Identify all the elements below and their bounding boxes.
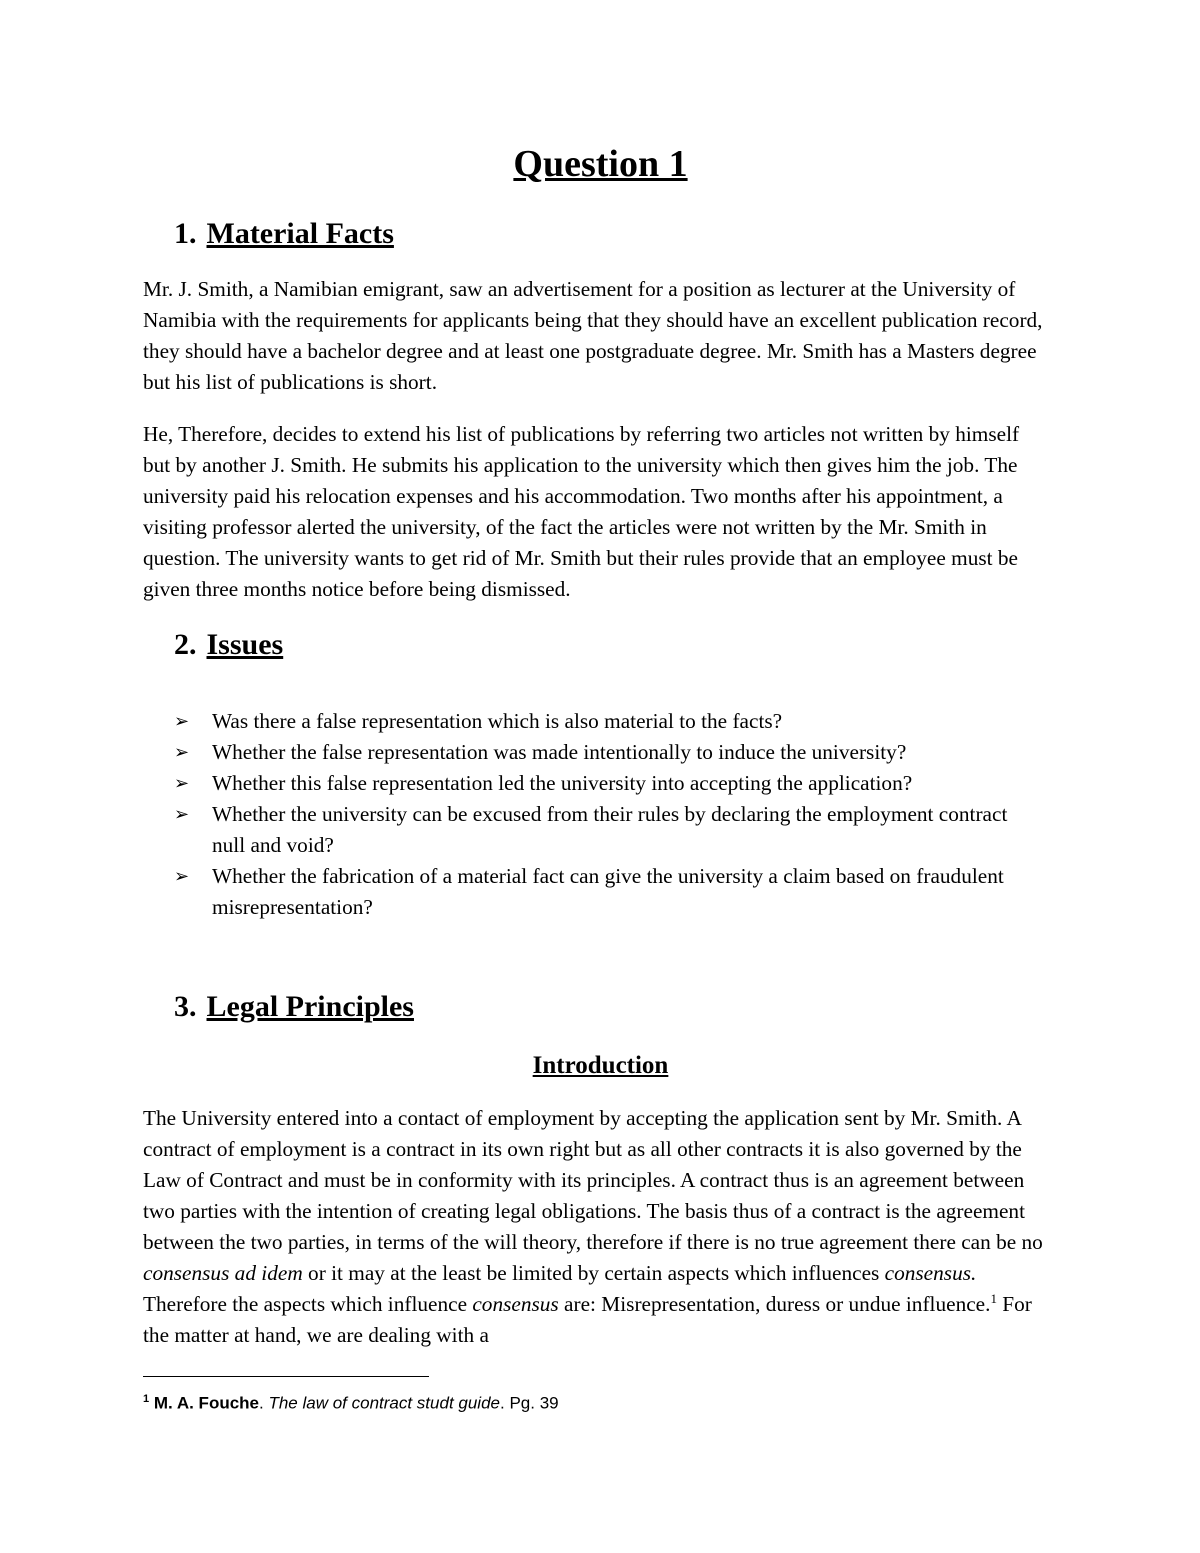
issues-list xyxy=(174,706,1044,923)
list-item-text: Whether the fabrication of a material fact can give the university a claim based on fraudulent misrepresentation? xyxy=(212,864,1004,919)
list-item xyxy=(174,737,1044,768)
intro-italic-term: consensus. xyxy=(884,1261,977,1285)
list-item xyxy=(174,799,1044,861)
list-item xyxy=(174,706,1044,737)
section-heading-legal-principles xyxy=(174,987,414,1027)
list-item-text: Whether the false representation was made intentionally to induce the university? xyxy=(212,740,907,764)
section-number: 2. xyxy=(174,628,197,661)
list-item-text: Was there a false representation which is also material to the facts? xyxy=(212,709,783,733)
section-number: 3. xyxy=(174,990,197,1023)
page-title: Question 1 xyxy=(513,143,688,185)
arrow-bullet-icon: ➢ xyxy=(174,711,190,732)
intro-text: Therefore the aspects which influence xyxy=(143,1292,473,1316)
introduction-paragraph xyxy=(143,1103,1043,1351)
intro-text: For the matter at hand, we are dealing with a xyxy=(143,1292,1032,1347)
section-title: Issues xyxy=(206,628,284,661)
material-facts-paragraph-1: Mr. J. Smith, a Namibian emigrant, saw an advertisement for a position as lecturer at the University of Namibia with the requirements for applicants being that they should have an excellent publication record, they should have a bachelor degree and at least one postgraduate degree. Mr. Smith has a Masters degree but his list of publications is short. xyxy=(143,277,1043,394)
list-item-text: Whether the university can be excused from their rules by declaring the employment contract null and void? xyxy=(212,802,1008,857)
arrow-bullet-icon: ➢ xyxy=(174,804,190,825)
footnote-separator xyxy=(143,1376,429,1377)
footnote-page: Pg. 39 xyxy=(509,1393,559,1413)
subheading-introduction: Introduction xyxy=(532,1052,669,1079)
arrow-bullet-icon: ➢ xyxy=(174,742,190,763)
section-title: Legal Principles xyxy=(206,990,414,1023)
intro-text: The University entered into a contact of employment by accepting the application sent by Mr. Smith. A contract of employment is a contract in its own right but as all other contracts it is also governed by the Law of Contract and must be in conformity with its principles. A contract thus is an agreement between two parties with the intention of creating legal obligations. The basis thus of a contract is the agreement between the two parties, in terms of the will theory, therefore if there is no true agreement there can be no xyxy=(143,1106,1043,1254)
list-item xyxy=(174,768,1044,799)
intro-text: are: Misrepresentation, duress or undue influence. xyxy=(558,1292,991,1316)
intro-italic-term: consensus xyxy=(472,1292,559,1316)
intro-italic-term: consensus ad idem xyxy=(143,1261,303,1285)
arrow-bullet-icon: ➢ xyxy=(174,866,190,887)
section-title: Material Facts xyxy=(206,217,394,250)
list-item xyxy=(174,861,1044,923)
section-heading-issues xyxy=(174,625,283,665)
footnote-mark: 1 xyxy=(143,1393,150,1405)
material-facts-paragraph-2: He, Therefore, decides to extend his list of publications by referring two articles not written by himself but by another J. Smith. He submits his application to the university which then gives him the job. The university paid his relocation expenses and his accommodation. Two months after his appointment, a visiting professor alerted the university, of the fact the articles were not written by the Mr. Smith in question. The university wants to get rid of Mr. Smith but their rules provide that an employee must be given three months notice before being dismissed. xyxy=(143,422,1020,601)
section-heading-material-facts xyxy=(174,214,394,254)
arrow-bullet-icon: ➢ xyxy=(174,773,190,794)
footnote-author: M. A. Fouche xyxy=(153,1393,260,1413)
footnote-title: The law of contract studt guide xyxy=(268,1393,500,1413)
footnote: $^1$ M. A. Fouche. The law of contract studt guide. Pg. 39 xyxy=(143,1393,559,1413)
footnote-reference: 1 xyxy=(990,1290,997,1306)
list-item-text: Whether this false representation led the university into accepting the application? xyxy=(212,771,913,795)
section-number: 1. xyxy=(174,217,197,250)
intro-text: or it may at the least be limited by certain aspects which influences xyxy=(302,1261,885,1285)
